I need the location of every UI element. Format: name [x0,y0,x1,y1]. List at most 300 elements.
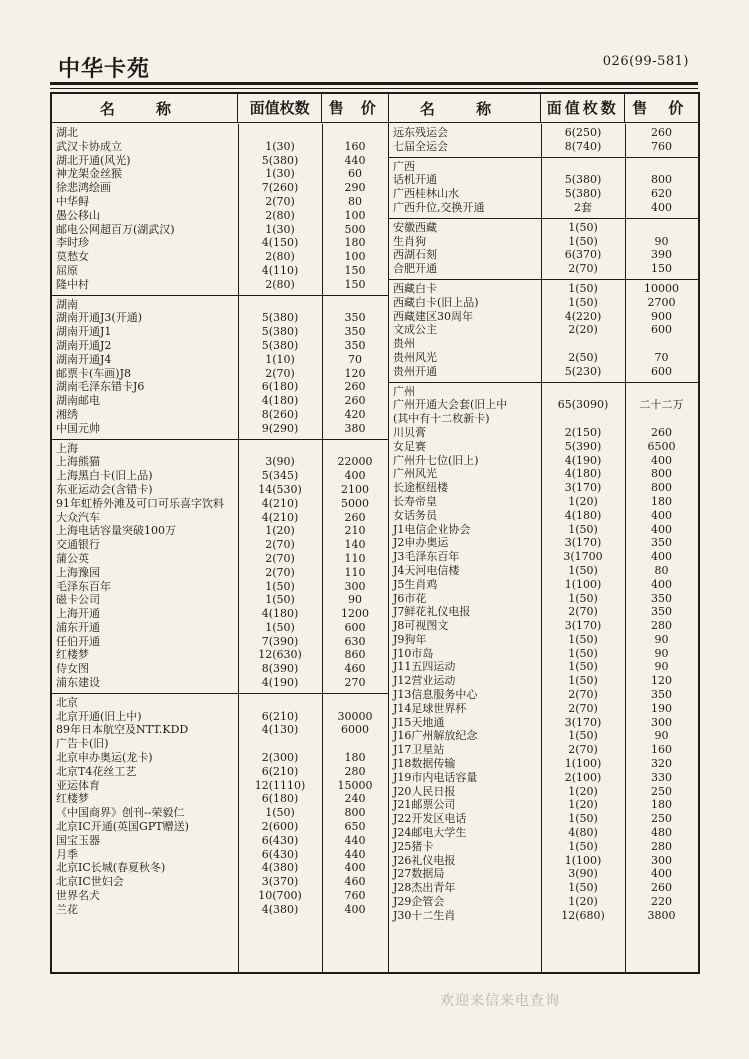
cell-name: 邮电公网超百万(湖武汉) [56,222,175,236]
cell-price: 760 [651,139,672,153]
cell-face-value: 1(50) [568,812,598,826]
cell-face-value: 2套 [574,200,592,214]
cell-face-value [238,126,322,140]
cell-name: 上海电话容量突破100万 [56,524,176,538]
cell-name: 远东残运会 [393,126,448,139]
table-row [52,455,388,469]
table-row [52,710,388,724]
cell-face-value: 10(700) [258,889,302,903]
cell-price: 600 [651,364,672,378]
region-group [52,694,388,920]
table-right-half [389,94,698,972]
cell-name: 广西升位,交换开通 [393,200,485,214]
cell-face-value: 12(630) [258,648,302,662]
table-row [389,365,698,379]
table-row [389,798,698,812]
cell-face-value: 1(50) [568,881,598,895]
cell-price: 800 [651,481,672,495]
cell-price: 900 [651,309,672,323]
cell-name: 89年日本航空及NTT.KDD [56,723,189,737]
cell-price: 350 [651,591,672,605]
cell-name: 女话务员 [393,508,437,522]
cell-name: 毛泽东百年 [56,579,111,593]
cell-name: 莫愁女 [56,250,89,264]
table-row [52,195,388,209]
table-row [389,867,698,881]
table-row [389,173,698,187]
table-row [389,771,698,785]
cell-price: 400 [651,550,672,564]
cell-name: 隆中村 [56,277,89,291]
cell-name: 北京IC开通(英国GPT赠送) [56,820,189,834]
cell-name: 北京 [56,695,78,709]
region-group [389,383,698,926]
cell-name: 李时珍 [56,236,89,250]
cell-name: 上海黑白卡(旧上品) [56,469,153,483]
cell-price: 280 [651,619,672,633]
cell-price: 100 [344,250,366,264]
cell-face-value: 4(80) [568,826,598,840]
cell-price: 260 [344,380,366,394]
table-row [389,647,698,661]
cell-face-value: 6(430) [261,847,299,861]
cell-price: 440 [344,153,366,167]
table-row [389,248,698,262]
table-row [389,282,698,296]
region-group [52,440,388,694]
cell-price: 110 [344,551,366,565]
cell-price: 80 [348,194,362,208]
cell-name: J30十二生肖 [393,908,456,922]
cell-face-value: 3(90) [265,455,295,469]
cell-name: 西湖石刻 [393,248,437,262]
cell-name: 广告卡(旧) [56,737,109,751]
cell-face-value: 4(110) [261,263,299,277]
col-face-header: 面值枚数 [237,94,322,122]
cell-price: 300 [344,579,366,593]
cell-face-value: 3(170) [564,619,602,633]
cell-price: 6000 [341,723,369,737]
cell-name: J3毛泽东百年 [393,550,460,564]
cell-name: J1电信企业协会 [393,522,471,536]
cell-name: 长寿帝皇 [393,494,437,508]
table-row [52,154,388,168]
cell-face-value: 4(210) [261,496,299,510]
col-face-header: 面值枚数 [540,94,624,122]
cell-price: 400 [651,522,672,536]
cell-price: 110 [344,565,366,579]
cell-face-value: 1(30) [265,167,295,181]
cell-name: 广州开通大会套(旧上中 [393,398,508,412]
region-group [52,124,388,296]
cell-name: J10市岛 [393,646,434,660]
cell-name: 北京T4花丝工艺 [56,764,137,778]
cell-price: 120 [344,366,366,380]
cell-name: 川贝膏 [393,425,426,439]
table-row [389,509,698,523]
cell-face-value: 2(150) [564,425,602,439]
cell-price: 210 [344,524,366,538]
cell-price: 5000 [341,496,369,510]
cell-face-value: 4(180) [564,508,602,522]
cell-name: 北京IC世妇会 [56,875,124,889]
cell-name: J16广州解放纪念 [393,729,478,743]
cell-face-value: 3(370) [261,875,299,889]
cell-name: 东亚运动会(含错卡) [56,482,153,496]
cell-name: 湘绣 [56,407,78,421]
cell-price: 15000 [337,778,373,792]
cell-face-value: 1(30) [265,222,295,236]
cell-face-value: 6(180) [261,380,299,394]
table-row [52,737,388,751]
cell-name: J4天河电信楼 [393,563,460,577]
cell-price: 270 [344,676,366,690]
cell-price: 180 [344,751,366,765]
cell-name: J15天地通 [393,715,445,729]
col-name-header: 名 称 [99,99,190,118]
cell-price: 440 [344,847,366,861]
table-row [389,633,698,647]
cell-name: J25猪卡 [393,839,434,853]
cell-name: J5生肖鸡 [393,577,438,591]
cell-name: 湖南开通J4 [56,352,112,366]
cell-name: 邮票卡(车画)J8 [56,366,131,380]
table-row [389,840,698,854]
table-row [52,834,388,848]
cell-name: J24邮电大学生 [393,826,467,840]
table-row [52,339,388,353]
region-group [389,280,698,383]
cell-face-value: 2(70) [265,366,295,380]
cell-name: J2申办奥运 [393,536,449,550]
cell-face-value: 1(20) [568,494,598,508]
cell-price: 800 [651,173,672,187]
cell-face-value [238,442,322,456]
cell-price: 2100 [341,482,369,496]
table-row [389,140,698,154]
table-row [52,538,388,552]
cell-face-value: 3(170) [564,536,602,550]
cell-face-value: 2(70) [265,565,295,579]
cell-price: 150 [344,277,366,291]
cell-name: 贵州开通 [393,364,437,378]
cell-name: 浦东开通 [56,620,100,634]
cell-name: 广州 [393,384,415,398]
table-row [52,607,388,621]
cell-name: 西藏白卡 [393,281,437,295]
cell-price: 800 [344,806,366,820]
cell-face-value: 5(345) [261,469,299,483]
cell-name: 西藏建区30周年 [393,309,473,323]
table-row [389,674,698,688]
cell-face-value: 1(50) [568,234,598,248]
cell-price [625,337,698,351]
cell-price: 2700 [647,295,676,309]
cell-price: 630 [344,634,366,648]
cell-name: 中国元帅 [56,421,100,435]
table-row [389,310,698,324]
cell-face-value: 6(180) [261,792,299,806]
cell-name: 兰花 [56,902,78,916]
table-row [52,566,388,580]
cell-face-value: 6(250) [564,126,602,139]
table-row [389,187,698,201]
cell-price: 1200 [341,607,369,621]
cell-face-value: 5(380) [564,173,602,187]
cell-face-value: 4(180) [564,467,602,481]
cell-price [625,385,698,399]
cell-price: 3800 [647,908,676,922]
cell-name: 屈原 [56,263,78,277]
cell-price: 460 [344,875,366,889]
table-row [389,564,698,578]
cell-name: 贵州 [393,337,415,351]
table-row [52,676,388,690]
cell-price: 400 [344,902,366,916]
cell-face-value: 1(50) [568,646,598,660]
table-row [52,126,388,140]
cell-price: 250 [651,784,672,798]
cell-price [625,221,698,235]
table-row [389,495,698,509]
cell-face-value: 3(170) [564,715,602,729]
cell-name: 国宝玉器 [56,833,100,847]
table-row [389,702,698,716]
table-row [389,523,698,537]
cell-price: 240 [344,792,366,806]
cell-face-value: 12(680) [561,908,605,922]
cell-price: 760 [344,889,366,903]
cell-face-value [541,160,625,174]
cell-face-value: 14(530) [258,482,302,496]
cell-face-value: 2(80) [265,250,295,264]
table-row [389,688,698,702]
cell-face-value: 5(380) [261,338,299,352]
cell-name: J12营业运动 [393,674,456,688]
cell-face-value: 4(380) [261,902,299,916]
cell-price: 350 [651,605,672,619]
cell-name: 愚公移山 [56,208,100,222]
table-row [52,861,388,875]
cell-face-value: 7(260) [261,181,299,195]
cell-price: 300 [651,853,672,867]
cell-price: 280 [651,839,672,853]
table-row [52,820,388,834]
cell-price: 90 [654,729,669,743]
cell-price [322,737,388,751]
cell-price [625,160,698,174]
table-row [52,723,388,737]
table-row [52,408,388,422]
cell-price: 90 [654,234,669,248]
table-row [52,380,388,394]
cell-name: J28杰出青年 [393,881,456,895]
cell-face-value: 1(100) [564,757,602,771]
cell-face-value: 1(100) [564,577,602,591]
table-row [52,298,388,312]
cell-name: 红楼梦 [56,792,89,806]
table-row [52,209,388,223]
cell-face-value: 1(100) [564,853,602,867]
table-row [389,854,698,868]
table-row [389,467,698,481]
table-row [52,580,388,594]
table-row [389,812,698,826]
table-row [52,236,388,250]
right-table-body [389,124,698,972]
cell-face-value: 1(50) [568,729,598,743]
cell-face-value: 4(190) [564,453,602,467]
cell-face-value: 8(740) [564,139,602,153]
cell-face-value: 2(80) [265,208,295,222]
cell-price: 400 [651,200,672,214]
cell-face-value: 4(190) [261,676,299,690]
cell-face-value: 9(290) [261,421,299,435]
cell-name: 北京申办奥运(龙卡) [56,751,153,765]
cell-name: J20人民日报 [393,784,456,798]
table-row [52,848,388,862]
cell-price: 400 [344,861,366,875]
cell-name: J19市内电话容量 [393,770,478,784]
cell-price: 350 [344,311,366,325]
cell-price: 30000 [337,709,373,723]
cell-price: 70 [348,352,362,366]
cell-price: 100 [344,208,366,222]
page-title: 中华卡苑 [58,57,151,82]
cell-face-value: 2(70) [265,538,295,552]
cell-name: 武汉卡协成立 [56,139,122,153]
cell-name: 湖北开通(风光) [56,153,131,167]
cell-price: 420 [344,407,366,421]
cell-price: 70 [654,350,669,364]
cell-face-value: 2(50) [568,350,598,364]
table-row [389,605,698,619]
cell-name: 湖南开通J3(开通) [56,311,142,325]
cell-face-value: 7(390) [261,634,299,648]
cell-price: 180 [651,798,672,812]
cell-name: 北京IC长城(春夏秋冬) [56,861,166,875]
header-rule [50,82,698,89]
cell-price: 400 [651,508,672,522]
table-row [389,660,698,674]
cell-price: 90 [654,660,669,674]
cell-face-value: 5(380) [261,153,299,167]
table-row [52,394,388,408]
cell-price: 350 [651,536,672,550]
col-price-header: 售 价 [624,94,698,122]
cell-face-value: 1(50) [568,522,598,536]
table-row [52,903,388,917]
cell-face-value [541,385,625,399]
table-row [52,806,388,820]
table-row [52,311,388,325]
table-row [52,765,388,779]
table-row [52,278,388,292]
region-group [52,296,388,440]
cell-face-value: 2(70) [568,605,598,619]
left-table-body [52,124,388,972]
cell-name: 湖南毛泽东错卡J6 [56,380,145,394]
cell-name: 蒲公英 [56,551,89,565]
cell-face-value: 1(50) [568,220,598,234]
cell-face-value: 5(380) [261,325,299,339]
cell-name: J14足球世界杯 [393,701,467,715]
cell-price: 150 [344,263,366,277]
cell-name: J29企管会 [393,895,445,909]
table-row [389,481,698,495]
cell-face-value: 1(50) [568,839,598,853]
price-table [50,92,700,974]
cell-name: 贵州风光 [393,350,437,364]
cell-name: J22开发区电话 [393,812,467,826]
table-row [52,875,388,889]
table-row [389,351,698,365]
cell-face-value [541,412,625,426]
cell-name: 上海开通 [56,607,100,621]
cell-name: J6市花 [393,591,427,605]
cell-price: 260 [344,394,366,408]
table-row [52,889,388,903]
table-row [389,221,698,235]
table-row [389,235,698,249]
cell-face-value: 8(390) [261,662,299,676]
col-price-header: 售 价 [321,94,388,122]
cell-name: 上海豫园 [56,565,100,579]
cell-face-value: 8(260) [261,407,299,421]
cell-name: J9狗年 [393,632,427,646]
table-row [52,662,388,676]
cell-price: 860 [344,648,366,662]
cell-face-value: 6(430) [261,833,299,847]
cell-price [322,442,388,456]
cell-price: 90 [348,593,362,607]
cell-name: 湖南邮电 [56,394,100,408]
table-row [389,454,698,468]
cell-name: 广西 [393,159,415,173]
cell-face-value: 1(10) [265,352,295,366]
cell-name: J11五四运动 [393,660,456,674]
table-row [389,201,698,215]
table-row [389,412,698,426]
cell-price: 380 [344,421,366,435]
cell-face-value: 2(70) [568,743,598,757]
cell-name: (其中有十二枚新卡) [393,412,490,426]
cell-name: 世界名犬 [56,889,100,903]
region-group [389,158,698,219]
table-row [389,160,698,174]
cell-face-value: 4(180) [261,607,299,621]
cell-name: 北京开通(旧上中) [56,709,142,723]
cell-price: 620 [651,187,672,201]
cell-price: 80 [654,563,669,577]
table-row [52,648,388,662]
cell-name: 神龙架金丝猴 [56,167,122,181]
cell-price: 250 [651,812,672,826]
table-row [52,250,388,264]
cell-face-value: 1(50) [568,563,598,577]
cell-face-value: 1(50) [568,281,598,295]
cell-price: 460 [344,662,366,676]
cell-price: 400 [651,867,672,881]
cell-face-value: 1(50) [568,660,598,674]
cell-face-value: 2(70) [265,194,295,208]
cell-name: 上海 [56,441,78,455]
cell-face-value: 5(390) [564,439,602,453]
cell-face-value: 1(50) [265,620,295,634]
cell-price: 190 [651,701,672,715]
cell-name: J7鲜花礼仪电报 [393,605,471,619]
table-row [389,126,698,140]
